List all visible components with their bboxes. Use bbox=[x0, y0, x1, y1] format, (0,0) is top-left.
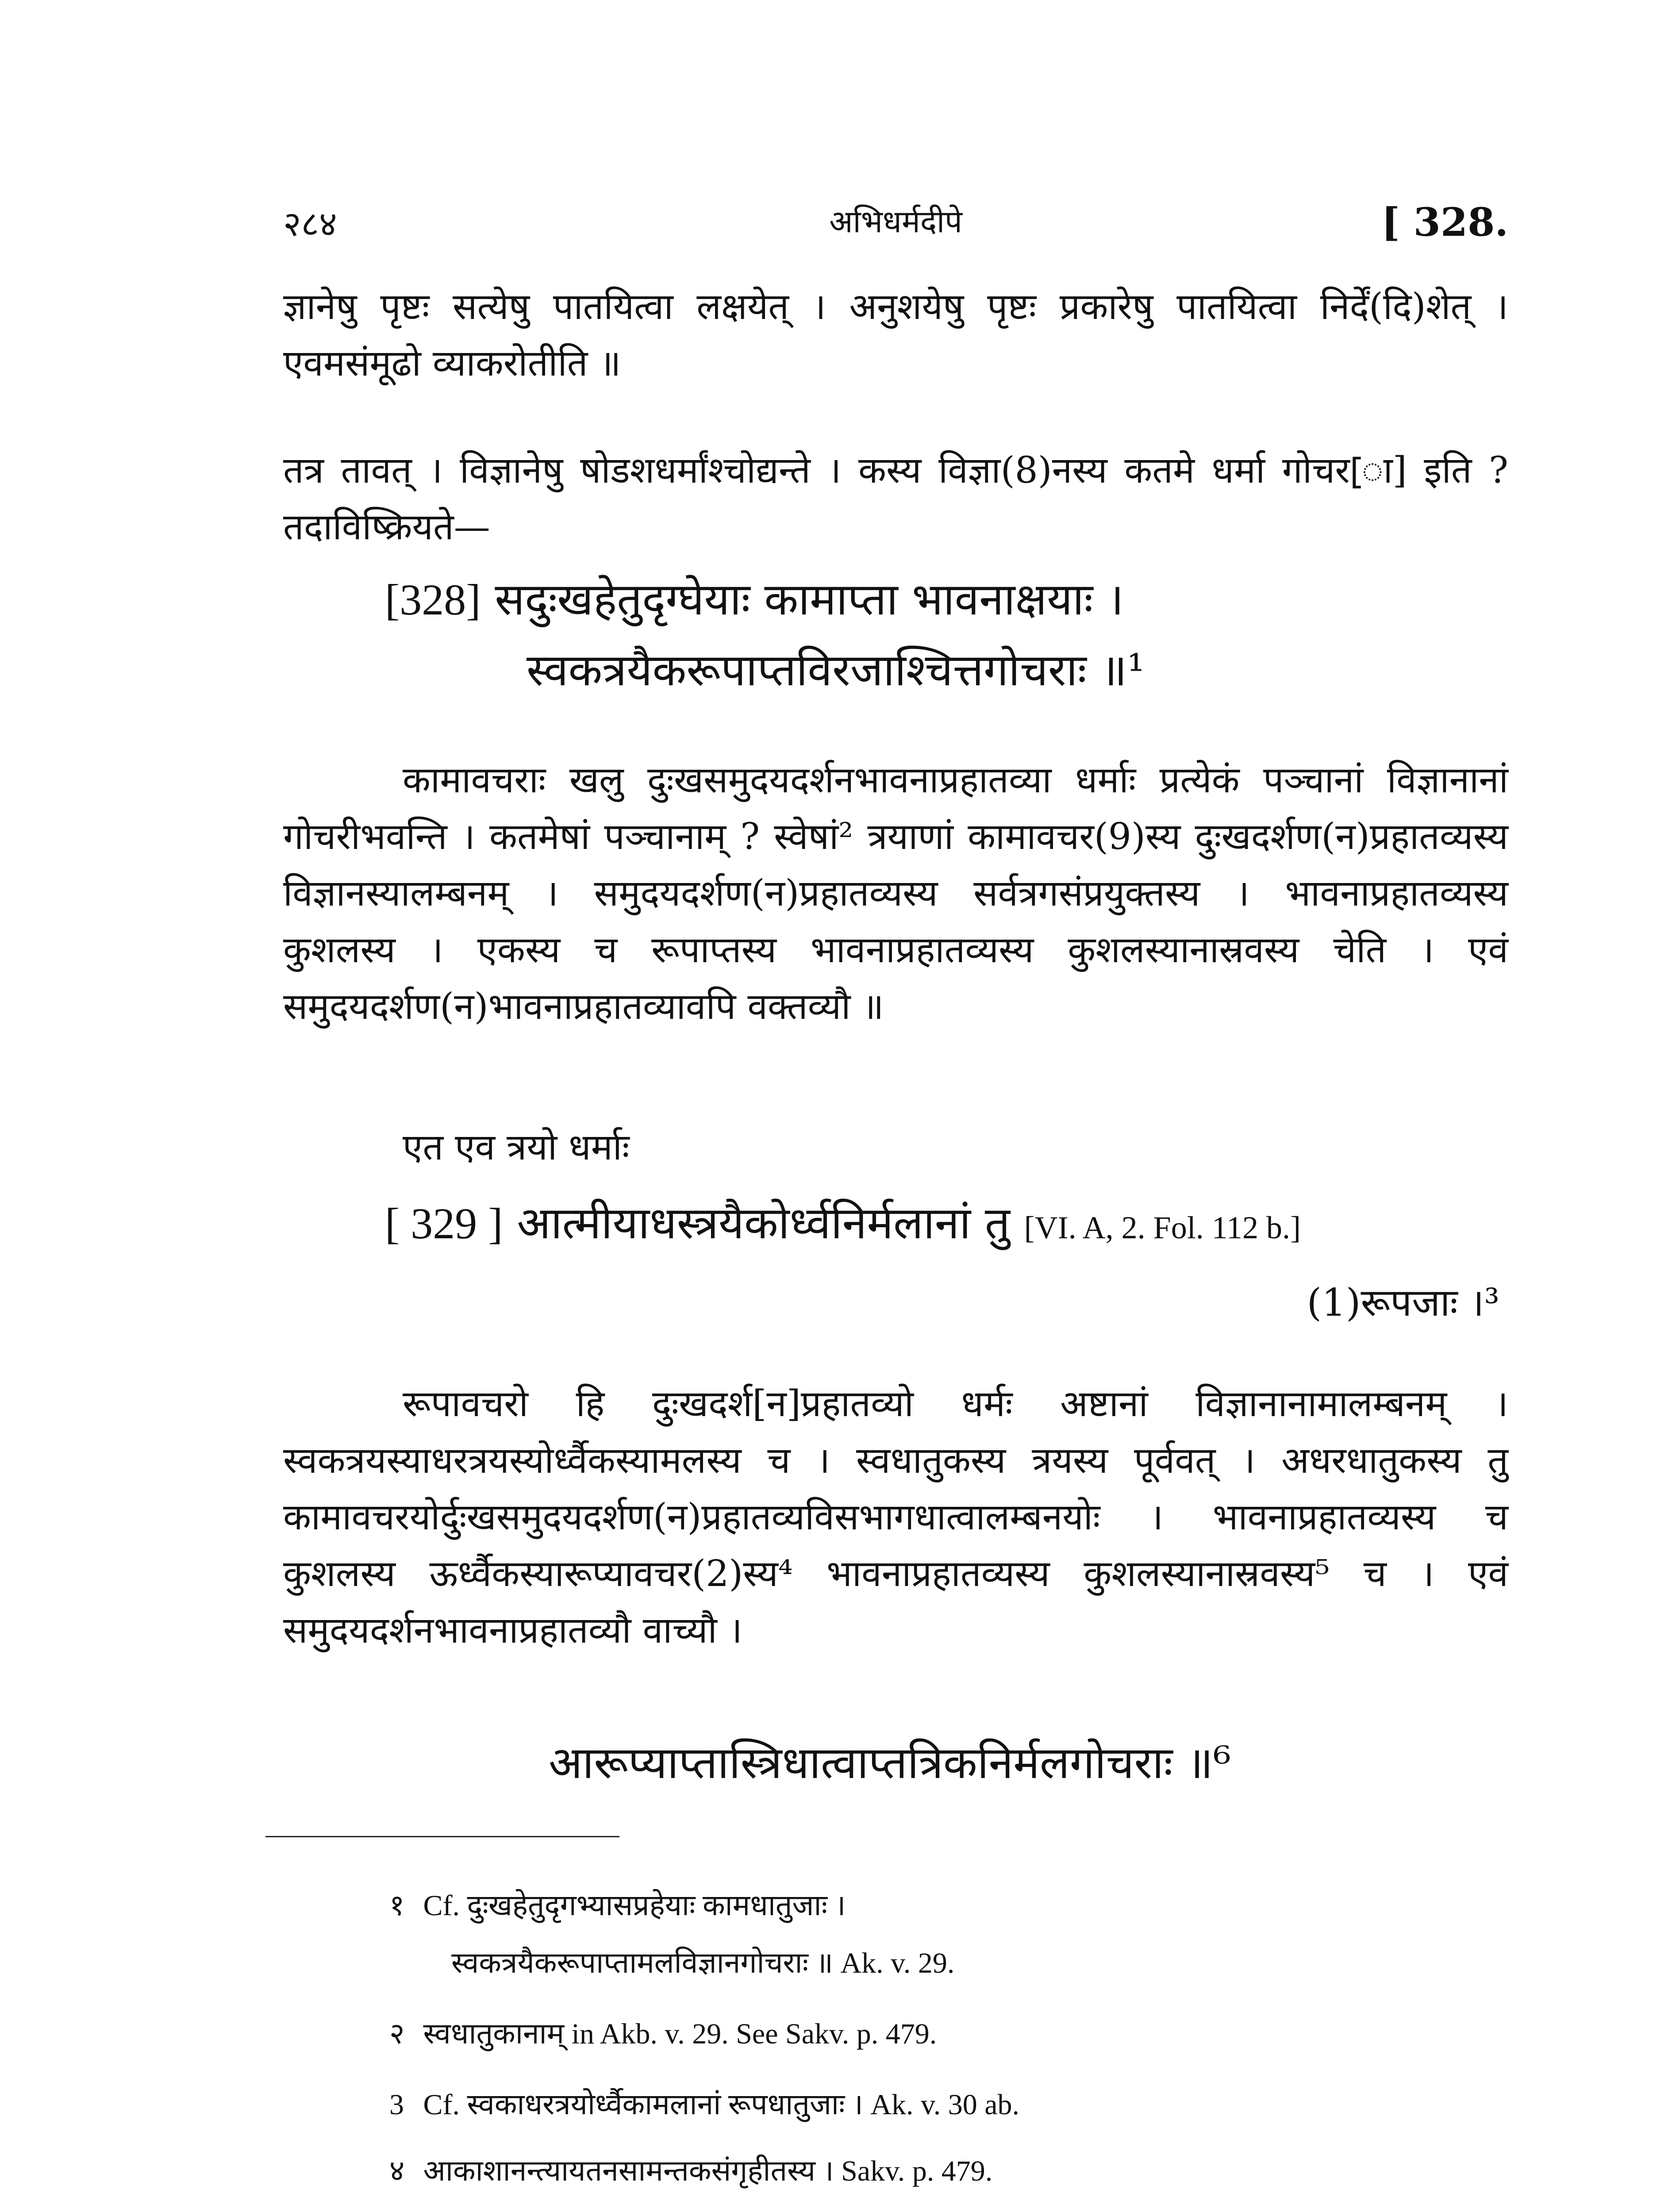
footnote-number: २ bbox=[389, 2018, 405, 2050]
verse-328-line-1 bbox=[385, 571, 1124, 629]
footnote-divider bbox=[265, 1836, 619, 1837]
footnote-text: Cf. स्वकाधरत्रयोर्ध्वैकामलानां रूपधातुजाः । Ak. v. 30 ab. bbox=[423, 2089, 1020, 2121]
footnote-number: १ bbox=[389, 1889, 405, 1922]
verse-329-line-1 bbox=[385, 1194, 1301, 1256]
footnote-text: स्वधातुकानाम् in Akb. v. 29. See Sakv. p. 479. bbox=[423, 2018, 937, 2050]
footnote-text: आकाशानन्त्यायतनसामन्तकसंगृहीतस्य । Sakv. p. 479. bbox=[423, 2155, 993, 2187]
folio-reference: [VI. A, 2. Fol. 112 b.] bbox=[1024, 1210, 1301, 1245]
verse-number: [328] bbox=[385, 575, 481, 624]
footnote-number: 3 bbox=[389, 2089, 404, 2121]
verse-number: [ 329 ] bbox=[385, 1199, 503, 1248]
footnote-3 bbox=[389, 2084, 1407, 2126]
footnote-number: ४ bbox=[389, 2155, 405, 2187]
section-marker: [ 328. bbox=[1381, 199, 1508, 245]
paragraph-2: तत्र तावत् । विज्ञानेषु षोडशधर्मांश्चोद्यन्ते । कस्य विज्ञा(8)नस्य कतमे धर्मा गोचर[ा] इति ? तदाविष्क्रियते— bbox=[283, 449, 1508, 548]
footnote-1-continuation: स्वकत्रयैकरूपाप्तामलविज्ञानगोचराः ॥ Ak. v. 29. bbox=[451, 1947, 955, 1979]
verse-330-line: आरूप्याप्तास्त्रिधात्वाप्तत्रिकनिर्मलगोचराः ॥⁶ bbox=[549, 1737, 1231, 1789]
verse-328-line-2: स्वकत्रयैकरूपाप्तविरजाश्चित्तगोचराः ॥¹ bbox=[527, 644, 1145, 696]
verse-text: आत्मीयाधस्त्रयैकोर्ध्वनिर्मलानां तु bbox=[517, 1197, 1010, 1249]
footnote-4 bbox=[389, 2150, 1407, 2193]
footnote-1 bbox=[389, 1885, 1407, 1927]
footnote-2 bbox=[389, 2013, 1407, 2055]
running-header bbox=[283, 199, 1508, 248]
running-title: अभिधर्मदीपे bbox=[829, 204, 962, 240]
paragraph-4: एत एव त्रयो धर्माः bbox=[403, 1126, 630, 1168]
footnote-text: Cf. दुःखहेतुदृगभ्यासप्रहेयाः कामधातुजाः । bbox=[423, 1889, 846, 1922]
verse-text: सदुःखहेतुदृग्घेयाः कामाप्ता भावनाक्षयाः । bbox=[495, 573, 1124, 625]
paragraph-3: कामावचराः खलु दुःखसमुदयदर्शनभावनाप्रहातव्या धर्माः प्रत्येकं पञ्चानां विज्ञानानां गोचरीभवन्ति । कतमेषां पञ्चानाम् ? स्वेषां² त्रयाणां कामावचर(9)स्य दुःखदर्शण(न)प्रहातव्यस्य विज्ञानस्यालम्बनम् । समुदयदर्शण(न)प्रहातव्यस्य सर्वत्रगसंप्रयुक्तस्य । भावनाप्रहातव्यस्य कुशलस्य । एकस्य च रूपाप्तस्य भावनाप्रहातव्यस्य कुशलस्यानास्रवस्य चेति । एवं समुदयदर्शण(न)भावनाप्रहातव्यावपि वक्तव्यौ ॥ bbox=[283, 759, 1509, 1028]
page-number: २८४ bbox=[283, 204, 337, 244]
paragraph-5: रूपावचरो हि दुःखदर्श[न]प्रहातव्यो धर्मः अष्टानां विज्ञानानामालम्बनम् । स्वकत्रयस्याधरत्रयस्योर्ध्वैकस्यामलस्य च । स्वधातुकस्य त्रयस्य पूर्ववत् । अधरधातुकस्य तु कामावचरयोर्दुःखसमुदयदर्शण(न)प्रहातव्यविसभागधात्वालम्बनयोः । भावनाप्रहातव्यस्य च कुशलस्य ऊर्ध्वैकस्यारूप्यावचर(2)स्य⁴ भावनाप्रहातव्यस्य कुशलस्यानास्रवस्य⁵ च । एवं समुदयदर्शनभावनाप्रहातव्यौ वाच्यौ । bbox=[283, 1383, 1508, 1651]
paragraph-1: ज्ञानेषु पृष्टः सत्येषु पातयित्वा लक्षयेत् । अनुशयेषु पृष्टः प्रकारेषु पातयित्वा निर्दें(दि)शेत् । एवमसंमूढो व्याकरोतीति ॥ bbox=[283, 286, 1508, 384]
verse-329-line-2: (1)रूपजाः ।³ bbox=[1307, 1281, 1499, 1325]
